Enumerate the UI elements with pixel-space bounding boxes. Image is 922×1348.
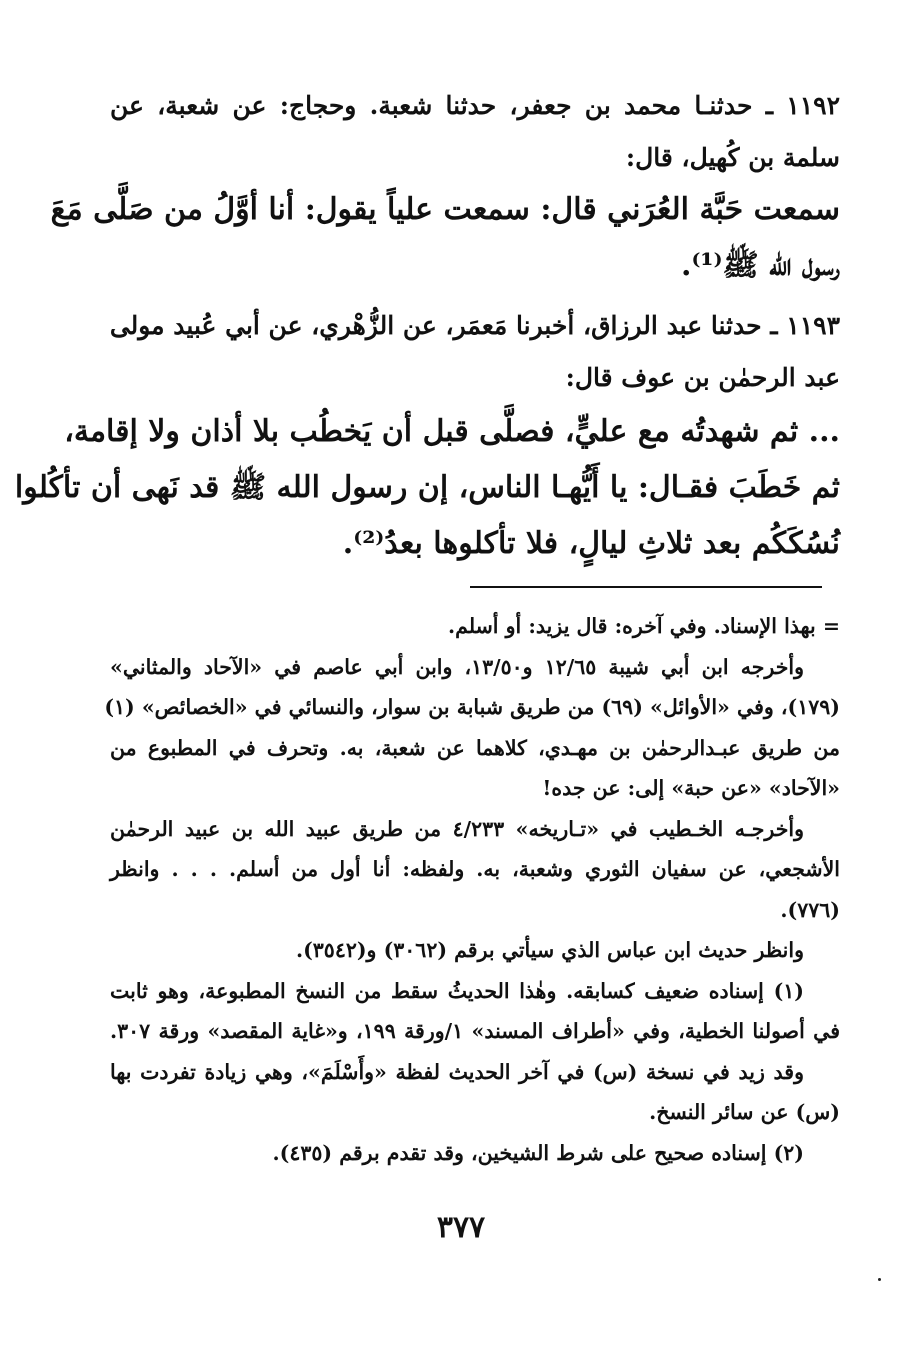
footnotes <box>104 606 840 1173</box>
footnote-separator <box>470 586 822 588</box>
footnote-line: وأخرجه ابن أبي شيبة ١٢/٦٥ و١٣/٥٠، وابن أبي عاصم في «الآحاد والمثاني» <box>110 654 804 679</box>
footnote-1-line: (١) إسناده ضعيف كسابقه. وهٰذا الحديثُ سقط من النسخ المطبوعة، وهو ثابت <box>110 978 804 1003</box>
footnote-line: (١٧٩)، وفي «الأوائل» (٦٩) من طريق شبابة بن سوار، والنسائي في «الخصائص» (١) <box>104 695 840 719</box>
hadith-1193-chain <box>110 300 840 404</box>
hadith-1192-chain <box>110 80 840 184</box>
text-line: ١١٩٣ ـ حدثنا عبد الرزاق، أخبرنا مَعمَر، عن الزُّهْري، عن أبي عُبيد مولى <box>109 311 840 340</box>
quote-line: رسول الله ﷺ⁽¹⁾. <box>681 248 840 283</box>
hadith-1193-text <box>14 404 840 572</box>
footnote-line: (٧٧٦). <box>780 897 840 922</box>
quote-line: ثم خَطَبَ فقـال: يا أَيُّهـا الناس، إن رسول الله ﷺ قد نَهى أن تأكُلوا <box>14 470 840 505</box>
footnote-1-line: في أصولنا الخطية، وفي «أطراف المسند» ١/ورقة ١٩٩، و«غاية المقصد» ورقة ٣٠٧. <box>110 1019 840 1043</box>
footnote-line: «الآحاد» «عن حبة» إلى: عن جده! <box>542 776 840 800</box>
hadith-1192-text <box>50 182 840 294</box>
quote-line: نُسُكَكُم بعد ثلاثِ ليالٍ، فلا تأكلوها بعدُ⁽²⁾. <box>342 526 840 561</box>
footnote-line: وأخرجـه الخـطيب في «تـاريخه» ٤/٢٣٣ من طريق عبيد الله بن عبيد الرحمٰن <box>110 816 804 841</box>
quote-line: سمعت حَبَّة العُرَني قال: سمعت علياً يقول: أنا أوَّلُ من صَلَّى مَعَ <box>50 192 840 227</box>
quote-line: ... ثم شهدتُه مع عليٍّ، فصلَّى قبل أن يَخطُب بلا أذان ولا إقامة، <box>64 414 840 449</box>
scan-speck <box>878 1278 881 1281</box>
footnote-1-line: (س) عن سائر النسخ. <box>649 1100 840 1124</box>
text-line: ١١٩٢ ـ حدثنـا محمد بن جعفر، حدثنا شعبة. وحجاج: عن شعبة، عن <box>110 91 840 120</box>
text-line: سلمة بن كُهيل، قال: <box>625 143 840 172</box>
footnote-1-line: وقد زيد في نسخة (س) في آخر الحديث لفظة «وأَسْلَمَ»، وهي زيادة تفردت بها <box>110 1059 804 1084</box>
footnote-continuation: = بهذا الإسناد. وفي آخره: قال يزيد: أو أسلم. <box>448 614 840 638</box>
footnote-line: وانظر حديث ابن عباس الذي سيأتي برقم (٣٠٦٢) و(٣٥٤٢). <box>295 938 804 962</box>
footnote-2-line: (٢) إسناده صحيح على شرط الشيخين، وقد تقدم برقم (٤٣٥). <box>272 1140 804 1165</box>
footnote-line: الأشجعي، عن سفيان الثوري وشعبة، به. ولفظه: أنا أول من أسلم. . . . وانظر <box>110 857 840 881</box>
text-line: عبد الرحمٰن بن عوف قال: <box>565 363 840 392</box>
footnote-line: من طريق عبـدالرحمٰن بن مهـدي، كلاهما عن شعبة، به. وتحرف في المطبوع من <box>110 735 840 760</box>
page-number: ٣٧٧ <box>436 1210 486 1245</box>
